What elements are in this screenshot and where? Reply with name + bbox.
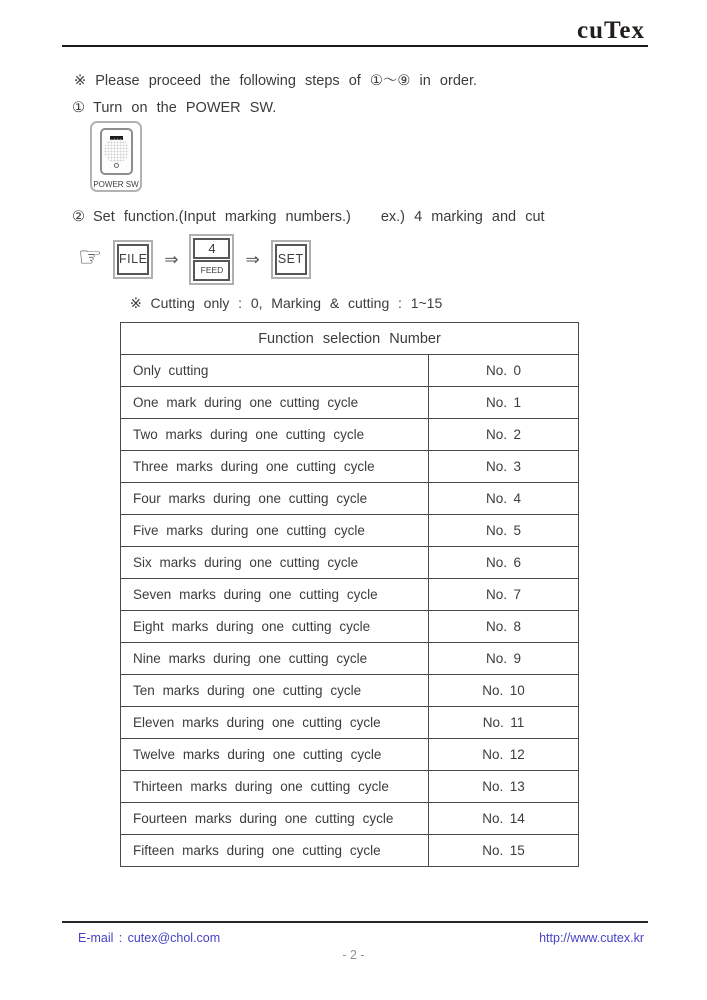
function-cell: Four marks during one cutting cycle	[121, 483, 429, 515]
table-row	[121, 739, 579, 771]
key-sequence	[78, 233, 311, 285]
table-row	[121, 451, 579, 483]
step2-number: ②	[72, 209, 85, 225]
function-cell: Three marks during one cutting cycle	[121, 451, 429, 483]
table-row	[121, 771, 579, 803]
intro-note: ※ Please proceed the following steps of ①～⑨ in order.	[74, 73, 478, 89]
number-cell: No. 0	[429, 355, 579, 387]
header-rule	[62, 45, 648, 47]
number-cell: No. 9	[429, 643, 579, 675]
footer-rule	[62, 921, 648, 923]
function-cell: One mark during one cutting cycle	[121, 387, 429, 419]
number-cell: No. 13	[429, 771, 579, 803]
cutex-logo: cuTex	[577, 17, 645, 44]
function-cell: Twelve marks during one cutting cycle	[121, 739, 429, 771]
function-cell: Nine marks during one cutting cycle	[121, 643, 429, 675]
step2-line	[72, 209, 545, 225]
number-cell: No. 8	[429, 611, 579, 643]
step2-text: Set function.(Input marking numbers.)	[93, 209, 351, 225]
cutting-note: ※ Cutting only : 0, Marking & cutting : 1~15	[130, 295, 443, 311]
table-title: Function selection Number	[121, 323, 579, 355]
set-key-label: SET	[275, 244, 307, 275]
function-cell: Two marks during one cutting cycle	[121, 419, 429, 451]
power-switch-dot	[114, 163, 119, 168]
table-row	[121, 419, 579, 451]
table-row	[121, 355, 579, 387]
number-cell: No. 4	[429, 483, 579, 515]
table-row	[121, 707, 579, 739]
table-row	[121, 579, 579, 611]
table-row	[121, 483, 579, 515]
number-cell: No. 12	[429, 739, 579, 771]
function-cell: Eleven marks during one cutting cycle	[121, 707, 429, 739]
number-cell: No. 5	[429, 515, 579, 547]
number-cell: No. 7	[429, 579, 579, 611]
power-switch-label: POWER SW	[93, 180, 139, 189]
hand-pointer-icon: ☞	[78, 241, 103, 272]
arrow-right-icon: ⇒	[164, 249, 179, 269]
arrow-right-icon: ⇒	[245, 249, 260, 269]
table-row	[121, 835, 579, 867]
function-cell: Fourteen marks during one cutting cycle	[121, 803, 429, 835]
table-row	[121, 643, 579, 675]
table-row	[121, 803, 579, 835]
function-cell: Thirteen marks during one cutting cycle	[121, 771, 429, 803]
function-cell: Seven marks during one cutting cycle	[121, 579, 429, 611]
feed-key-label: FEED	[193, 260, 230, 281]
step2-example: ex.) 4 marking and cut	[380, 209, 545, 225]
file-key-label: FILE	[117, 244, 149, 275]
power-switch-speckle	[104, 138, 129, 163]
number-cell: No. 1	[429, 387, 579, 419]
file-key	[113, 240, 153, 279]
footer-url-link[interactable]: http://www.cutex.kr	[539, 931, 644, 945]
number-cell: No. 10	[429, 675, 579, 707]
power-switch-illustration	[90, 121, 142, 192]
function-selection-table	[120, 322, 579, 867]
feed-key	[189, 234, 234, 285]
page-number: - 2 -	[342, 948, 365, 962]
set-key	[271, 240, 311, 279]
step1-number: ①	[72, 100, 85, 116]
function-cell: Ten marks during one cutting cycle	[121, 675, 429, 707]
function-cell: Only cutting	[121, 355, 429, 387]
table-row	[121, 387, 579, 419]
number-cell: No. 14	[429, 803, 579, 835]
table-row	[121, 515, 579, 547]
footer-email-link[interactable]: E-mail : cutex@chol.com	[78, 931, 221, 945]
step1-text: Turn on the POWER SW.	[93, 100, 277, 116]
function-cell: Six marks during one cutting cycle	[121, 547, 429, 579]
feed-input-value: 4	[193, 238, 230, 259]
number-cell: No. 2	[429, 419, 579, 451]
table-header-row	[121, 323, 579, 355]
function-cell: Fifteen marks during one cutting cycle	[121, 835, 429, 867]
power-switch-rocker	[100, 128, 133, 175]
table-row	[121, 611, 579, 643]
number-cell: No. 6	[429, 547, 579, 579]
table-row	[121, 547, 579, 579]
function-cell: Five marks during one cutting cycle	[121, 515, 429, 547]
table-row	[121, 675, 579, 707]
number-cell: No. 3	[429, 451, 579, 483]
function-cell: Eight marks during one cutting cycle	[121, 611, 429, 643]
step1-line	[72, 100, 276, 116]
number-cell: No. 11	[429, 707, 579, 739]
number-cell: No. 15	[429, 835, 579, 867]
